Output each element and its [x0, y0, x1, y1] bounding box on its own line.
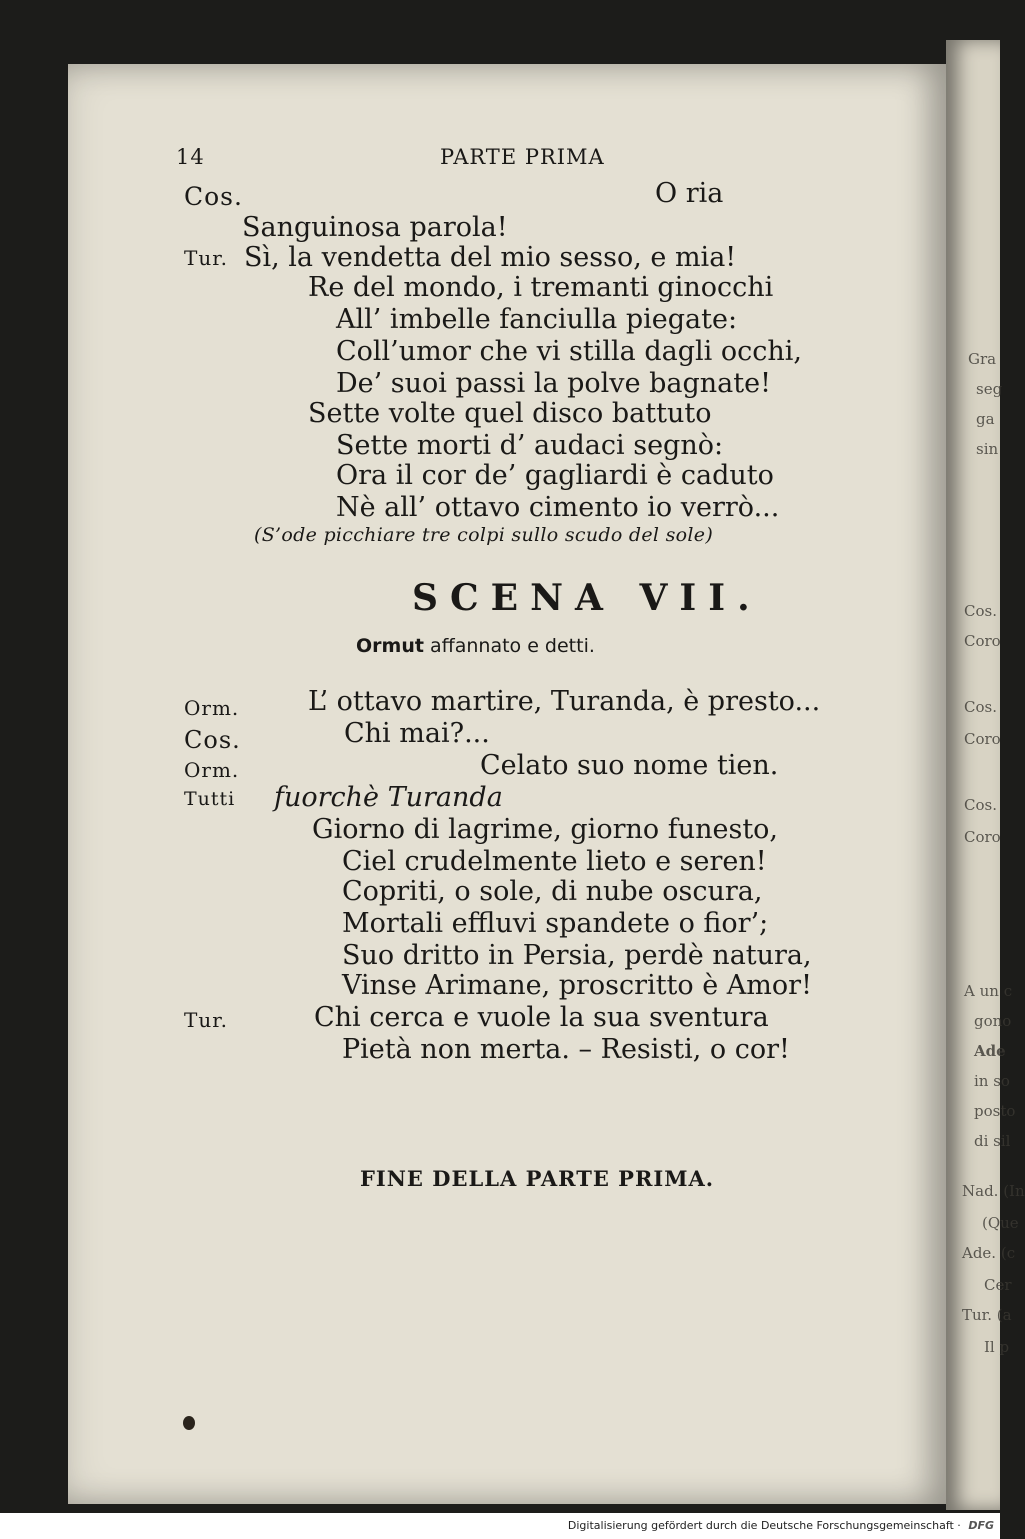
fragment: Ade. (c: [962, 1244, 1016, 1262]
verse-line: fuorchè Turanda: [274, 782, 503, 813]
verse-line: Copriti, o sole, di nube oscura,: [342, 876, 763, 907]
verse-line: O ria: [655, 178, 724, 209]
verse-line: All’ imbelle fanciulla piegate:: [336, 304, 738, 335]
fragment: ga: [976, 410, 995, 428]
verse-line: Coll’umor che vi stilla dagli occhi,: [336, 336, 802, 367]
cast-direction: affannato e detti.: [429, 635, 595, 657]
fragment: Cos.: [964, 698, 997, 716]
fragment: Coro: [964, 632, 1001, 650]
fragment: in so: [974, 1072, 1010, 1090]
verse-line: Sette volte quel disco battuto: [308, 398, 712, 429]
dfg-logo: DFG: [968, 1519, 994, 1532]
fragment: (Que: [982, 1214, 1019, 1232]
verse-line: De’ suoi passi la polve bagnate!: [336, 368, 771, 399]
adjacent-page-edge: [946, 40, 1025, 1510]
speaker-tur: Tur.: [184, 246, 228, 270]
fragment: A un c: [964, 982, 1013, 1000]
verse-line: Chi mai?...: [344, 718, 490, 749]
verse-line: Celato suo nome tien.: [480, 750, 779, 781]
verse-line: Sette morti d’ audaci segnò:: [336, 430, 724, 461]
fragment: Coro: [964, 828, 1001, 846]
fragment: di sil: [974, 1132, 1011, 1150]
scene-cast-line: [356, 637, 595, 656]
ink-spot: [183, 1416, 195, 1430]
fragment: posto: [974, 1102, 1016, 1120]
end-of-part-heading: FINE DELLA PARTE PRIMA.: [360, 1166, 715, 1191]
speaker-cos: Cos.: [184, 182, 243, 211]
character-name: Ormut: [356, 635, 424, 657]
credit-text: Digitalisierung gefördert durch die Deutsche Forschungsgemeinschaft ·: [567, 1519, 961, 1532]
digitization-credit: [568, 1519, 994, 1532]
fragment: Tur. (a: [962, 1306, 1012, 1324]
fragment: Nad. (In: [962, 1182, 1025, 1200]
verse-line: Sanguinosa parola!: [242, 212, 508, 243]
fragment: seg: [976, 380, 1003, 398]
verse-line: Nè all’ ottavo cimento io verrò...: [336, 492, 780, 523]
verse-line: Suo dritto in Persia, perdè natura,: [342, 940, 812, 971]
fragment: Cer: [984, 1276, 1012, 1294]
running-title: PARTE PRIMA: [440, 145, 605, 169]
fragment: Gra: [968, 350, 997, 368]
verse-line: Sì, la vendetta del mio sesso, e mia!: [244, 242, 737, 273]
fragment: Ade: [974, 1042, 1006, 1060]
fragment: Cos.: [964, 796, 997, 814]
scene-heading: SCENA VII.: [412, 577, 762, 619]
verse-line: Pietà non merta. – Resisti, o cor!: [342, 1034, 790, 1065]
verse-line: Ciel crudelmente lieto e seren!: [342, 846, 767, 877]
fragment: Il p: [984, 1338, 1010, 1356]
verse-line: Ora il cor de’ gagliardi è caduto: [336, 460, 774, 491]
fragment: Coro: [964, 730, 1001, 748]
fragment: sin: [976, 440, 999, 458]
speaker-orm: Orm.: [184, 758, 240, 782]
book-page: [68, 64, 946, 1504]
verse-line: Mortali effluvi spandete o fior’;: [342, 908, 769, 939]
fragment: Cos.: [964, 602, 997, 620]
stage-direction: (S’ode picchiare tre colpi sullo scudo del sole): [254, 524, 714, 546]
verse-line: Vinse Arimane, proscritto è Amor!: [342, 970, 812, 1001]
verse-line: Re del mondo, i tremanti ginocchi: [308, 272, 774, 303]
fragment: gono: [974, 1012, 1012, 1030]
verse-line: Chi cerca e vuole la sua sventura: [314, 1002, 769, 1033]
verse-line: Giorno di lagrime, giorno funesto,: [312, 814, 779, 845]
verse-line: L’ ottavo martire, Turanda, è presto...: [308, 686, 821, 717]
speaker-orm: Orm.: [184, 696, 240, 720]
speaker-cos: Cos.: [184, 726, 241, 754]
page-number: 14: [176, 145, 205, 169]
speaker-tutti: Tutti: [184, 788, 236, 810]
speaker-tur: Tur.: [184, 1008, 228, 1032]
